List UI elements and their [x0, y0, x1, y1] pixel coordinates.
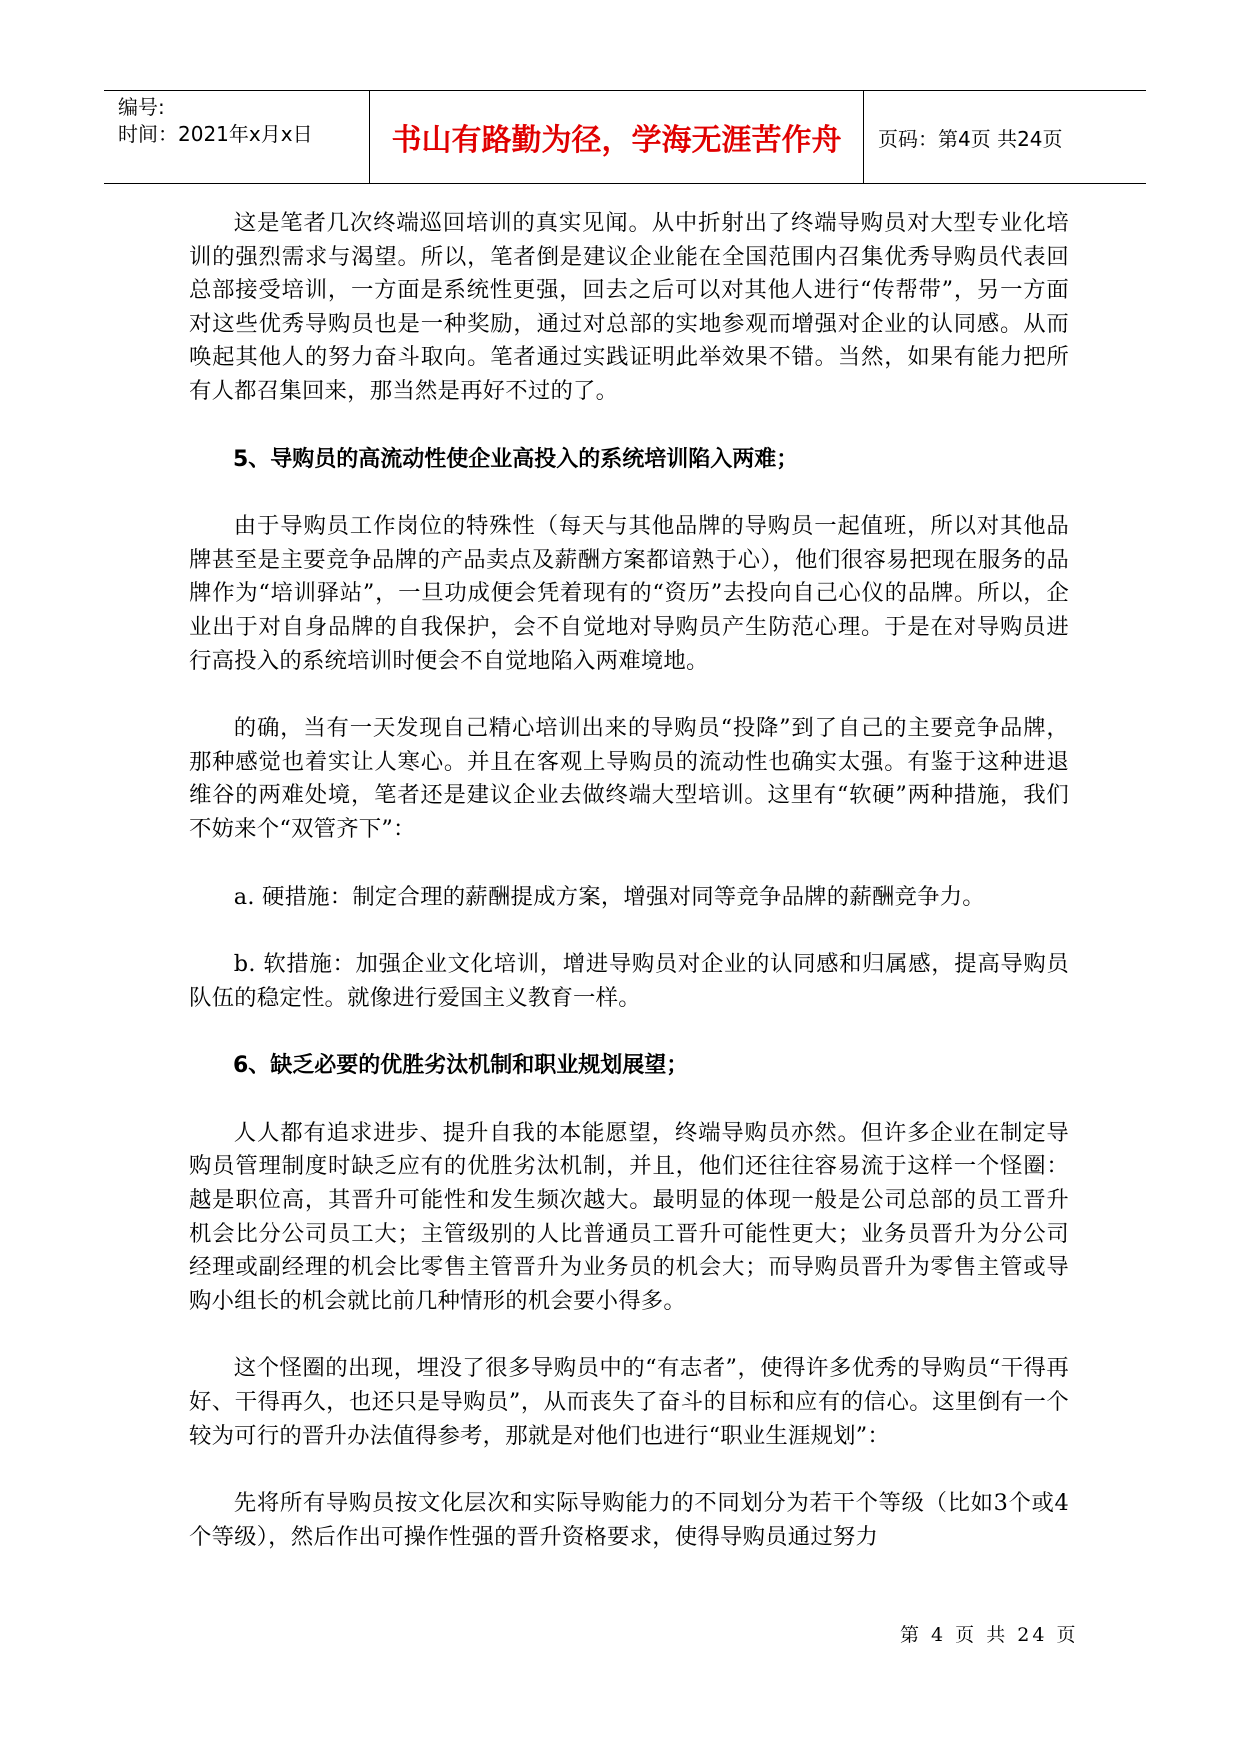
document-body	[189, 207, 1069, 1554]
motto-text: 书山有路勤为径，学海无涯苦作舟	[391, 123, 842, 158]
page-footer-number: 第 4 页 共 24 页	[900, 1624, 1079, 1646]
paragraph: 先将所有导购员按文化层次和实际导购能力的不同划分为若干个等级（比如3个或4个等级），然后作出可操作性强的晋升资格要求，使得导购员通过努力	[189, 1490, 1069, 1550]
paragraph: 人人都有追求进步、提升自我的本能愿望，终端导购员亦然。但许多企业在制定导购员管理制度时缺乏应有的优胜劣汰机制，并且，他们还往往容易流于这样一个怪圈：越是职位高，其晋升可能性和发生频次越大。最明显的体现一般是公司总部的员工晋升机会比分公司员工大；主管级别的人比普通员工晋升可能性更大；业务员晋升为分公司经理或副经理的机会比零售主管晋升为业务员的机会大；而导购员晋升为零售主管或导购小组长的机会就比前几种情形的机会要小得多。	[189, 1119, 1069, 1314]
paragraph: 的确，当有一天发现自己精心培训出来的导购员“投降”到了自己的主要竞争品牌，那种感觉也着实让人寒心。并且在客观上导购员的流动性也确实太强。有鉴于这种进退维谷的两难处境，笔者还是建议企业去做终端大型培训。这里有“软硬”两种措施，我们不妨来个“双管齐下”：	[189, 715, 1069, 842]
serial-number-label: 编号:	[118, 95, 165, 119]
section-heading-5: 5、导购员的高流动性使企业高投入的系统培训陷入两难；	[233, 446, 799, 472]
paragraph: 由于导购员工作岗位的特殊性（每天与其他品牌的导购员一起值班，所以对其他品牌甚至是主要竞争品牌的产品卖点及薪酬方案都谙熟于心），他们很容易把现在服务的品牌作为“培训驿站”，一旦功成便会凭着现有的“资历”去投向自己心仪的品牌。所以，企业出于对自身品牌的自我保护，会不自觉地对导购员产生防范心理。于是在对导购员进行高投入的系统培训时便会不自觉地陷入两难境地。	[189, 513, 1069, 674]
header-motto-cell	[369, 91, 864, 183]
paragraph: 这个怪圈的出现，埋没了很多导购员中的“有志者”，使得许多优秀的导购员“干得再好、干得再久，也还只是导购员”，从而丧失了奋斗的目标和应有的信心。这里倒有一个较为可行的晋升办法值得参考，那就是对他们也进行“职业生涯规划”：	[189, 1355, 1069, 1449]
measure-item-a: a. 硬措施：制定合理的薪酬提成方案，增强对同等竞争品牌的薪酬竞争力。	[233, 883, 985, 910]
measure-item-b: b. 软措施：加强企业文化培训，增进导购员对企业的认同感和归属感，提高导购员队伍的稳定性。就像进行爱国主义教育一样。	[189, 951, 1069, 1011]
date-label: 时间：2021年x月x日	[118, 122, 313, 146]
section-heading-6: 6、缺乏必要的优胜劣汰机制和职业规划展望；	[233, 1053, 689, 1079]
header-page-info: 页码：第4页 共24页	[878, 126, 1063, 151]
page-header	[104, 90, 1146, 184]
header-meta-cell	[104, 91, 369, 183]
paragraph: 这是笔者几次终端巡回培训的真实见闻。从中折射出了终端导购员对大型专业化培训的强烈需求与渴望。所以，笔者倒是建议企业能在全国范围内召集优秀导购员代表回总部接受培训，一方面是系统性更强，回去之后可以对其他人进行“传帮带”，另一方面对这些优秀导购员也是一种奖励，通过对总部的实地参观而增强对企业的认同感。从而唤起其他人的努力奋斗取向。笔者通过实践证明此举效果不错。当然，如果有能力把所有人都召集回来，那当然是再好不过的了。	[189, 210, 1069, 404]
header-page-cell	[864, 91, 1146, 183]
